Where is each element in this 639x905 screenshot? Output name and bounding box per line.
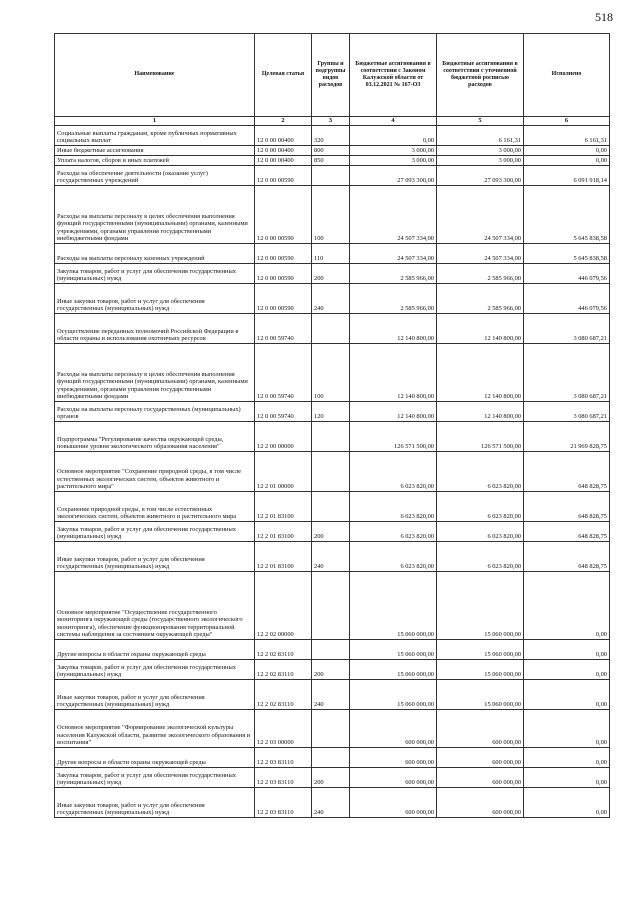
header-name: Наименование (55, 34, 255, 117)
row-name: Закупка товаров, работ и услуг для обеспечения государственных (муниципальных) нужд (55, 264, 255, 284)
table-row (55, 768, 610, 788)
row-name: Расходы на обеспечение деятельности (оказание услуг) государственных учреждений (55, 166, 255, 186)
row-expense-group (312, 492, 350, 522)
row-target-article: 12 2 03 83110 (255, 788, 312, 818)
row-name: Иные закупки товаров, работ и услуг для обеспечения государственных (муниципальных) нужд (55, 284, 255, 314)
row-executed-amount: 5 645 838,58 (524, 244, 610, 264)
table-row (55, 186, 610, 244)
table-row (55, 156, 610, 166)
row-law-amount: 600 000,00 (350, 748, 437, 768)
row-expense-group: 200 (312, 264, 350, 284)
table-row (55, 572, 610, 640)
row-name: Осуществление переданных полномочий Российской Федерации в области охраны и использования охотничьих ресурсов (55, 314, 255, 344)
row-name: Основное мероприятие "Сохранение природной среды, в том числе естественных экологических систем, объектов животного и растительного мира" (55, 452, 255, 492)
row-target-article: 12 2 01 83100 (255, 542, 312, 572)
row-expense-group (312, 314, 350, 344)
row-expense-group: 200 (312, 522, 350, 542)
header-refined-allocations: Бюджетные ассигнования в соответствии с уточненной бюджетной росписью расходов (437, 34, 524, 117)
row-law-amount: 6 023 820,00 (350, 522, 437, 542)
row-target-article: 12 0 00 00590 (255, 264, 312, 284)
row-expense-group: 120 (312, 402, 350, 422)
row-expense-group: 110 (312, 244, 350, 264)
row-refined-amount: 126 571 500,00 (437, 422, 524, 452)
row-target-article: 12 2 02 83110 (255, 680, 312, 710)
row-target-article: 12 2 03 83110 (255, 748, 312, 768)
row-executed-amount: 648 828,75 (524, 452, 610, 492)
table-row (55, 452, 610, 492)
row-refined-amount: 15 060 000,00 (437, 640, 524, 660)
row-target-article: 12 0 00 00400 (255, 126, 312, 146)
table-header-row (55, 34, 610, 117)
table-row (55, 542, 610, 572)
row-refined-amount: 15 060 000,00 (437, 572, 524, 640)
row-executed-amount: 0,00 (524, 748, 610, 768)
row-target-article: 12 0 00 59740 (255, 314, 312, 344)
row-law-amount: 15 060 000,00 (350, 660, 437, 680)
row-executed-amount: 6 091 918,14 (524, 166, 610, 186)
row-name: Расходы на выплаты персоналу казенных учреждений (55, 244, 255, 264)
row-executed-amount: 3 080 687,21 (524, 402, 610, 422)
column-number: 4 (350, 117, 437, 126)
row-law-amount: 12 140 800,00 (350, 344, 437, 402)
row-target-article: 12 2 03 83110 (255, 768, 312, 788)
row-expense-group (312, 422, 350, 452)
row-expense-group (312, 166, 350, 186)
row-name: Другие вопросы в области охраны окружающей среды (55, 640, 255, 660)
row-target-article: 12 0 00 00590 (255, 284, 312, 314)
row-executed-amount: 6 161,31 (524, 126, 610, 146)
table-row (55, 402, 610, 422)
row-expense-group: 200 (312, 768, 350, 788)
row-expense-group: 800 (312, 146, 350, 156)
row-refined-amount: 600 000,00 (437, 748, 524, 768)
row-law-amount: 6 023 820,00 (350, 492, 437, 522)
column-number: 2 (255, 117, 312, 126)
table-row (55, 660, 610, 680)
row-name: Подпрограмма "Регулирование качества окружающей среды, повышение уровня экологического образования населения" (55, 422, 255, 452)
row-target-article: 12 0 00 00590 (255, 166, 312, 186)
column-number: 1 (55, 117, 255, 126)
row-executed-amount: 0,00 (524, 640, 610, 660)
table-row (55, 680, 610, 710)
row-expense-group: 320 (312, 126, 350, 146)
row-name: Социальные выплаты гражданам, кроме публичных нормативных социальных выплат (55, 126, 255, 146)
row-refined-amount: 15 060 000,00 (437, 660, 524, 680)
table-row (55, 748, 610, 768)
row-target-article: 12 2 01 00000 (255, 452, 312, 492)
table-row (55, 640, 610, 660)
row-name: Расходы на выплаты персоналу в целях обеспечения выполнения функций государственными (муниципальными) органами, казенными учреждениями, органами управления государственными внебюджетными фондами (55, 186, 255, 244)
header-executed: Исполнено (524, 34, 610, 117)
row-expense-group: 850 (312, 156, 350, 166)
row-executed-amount: 446 079,56 (524, 264, 610, 284)
table-row (55, 314, 610, 344)
row-name: Другие вопросы в области охраны окружающей среды (55, 748, 255, 768)
table-row (55, 422, 610, 452)
row-refined-amount: 15 060 000,00 (437, 680, 524, 710)
row-executed-amount: 3 080 687,21 (524, 344, 610, 402)
row-law-amount: 126 571 500,00 (350, 422, 437, 452)
row-name: Основное мероприятие "Осуществление государственного мониторинга окружающей среды (государственного экологического мониторинга), обеспечение функционирования территориальной системы наблюдения за состоянием окружающей среды" (55, 572, 255, 640)
row-law-amount: 3 000,00 (350, 156, 437, 166)
row-executed-amount: 21 969 828,75 (524, 422, 610, 452)
row-target-article: 12 0 00 00400 (255, 156, 312, 166)
row-name: Расходы на выплаты персоналу в целях обеспечения выполнения функций государственными (муниципальными) органами, казенными учреждениями, органами управления государственными внебюджетными фондами (55, 344, 255, 402)
page-number: 518 (595, 10, 613, 24)
table-row (55, 492, 610, 522)
row-refined-amount: 24 507 334,00 (437, 244, 524, 264)
row-refined-amount: 2 585 966,00 (437, 284, 524, 314)
table-row (55, 788, 610, 818)
row-refined-amount: 24 507 334,00 (437, 186, 524, 244)
row-expense-group: 240 (312, 284, 350, 314)
row-target-article: 12 2 02 83110 (255, 660, 312, 680)
row-law-amount: 2 585 966,00 (350, 264, 437, 284)
row-expense-group (312, 748, 350, 768)
row-expense-group (312, 710, 350, 748)
header-expense-groups: Группы и подгруппы видов расходов (312, 34, 350, 117)
row-law-amount: 2 585 966,00 (350, 284, 437, 314)
header-law-allocations: Бюджетные ассигнования в соответствии с Законом Калужской области от 03.12.2021 № 167-ОЗ (350, 34, 437, 117)
row-expense-group (312, 452, 350, 492)
row-law-amount: 15 060 000,00 (350, 640, 437, 660)
row-executed-amount: 0,00 (524, 660, 610, 680)
column-number: 5 (437, 117, 524, 126)
row-target-article: 12 0 00 00400 (255, 146, 312, 156)
row-expense-group: 240 (312, 788, 350, 818)
table-row (55, 166, 610, 186)
table-row (55, 264, 610, 284)
row-law-amount: 0,00 (350, 126, 437, 146)
row-refined-amount: 6 023 820,00 (437, 542, 524, 572)
row-executed-amount: 3 080 687,21 (524, 314, 610, 344)
row-executed-amount: 5 645 838,58 (524, 186, 610, 244)
table-row (55, 244, 610, 264)
budget-table (54, 33, 610, 818)
table-row (55, 284, 610, 314)
row-expense-group: 100 (312, 344, 350, 402)
row-refined-amount: 6 023 820,00 (437, 522, 524, 542)
row-name: Расходы на выплаты персоналу государственных (муниципальных) органов (55, 402, 255, 422)
row-executed-amount: 0,00 (524, 572, 610, 640)
row-executed-amount: 648 828,75 (524, 492, 610, 522)
row-name: Закупка товаров, работ и услуг для обеспечения государственных (муниципальных) нужд (55, 522, 255, 542)
column-number: 3 (312, 117, 350, 126)
row-name: Закупка товаров, работ и услуг для обеспечения государственных (муниципальных) нужд (55, 660, 255, 680)
row-refined-amount: 600 000,00 (437, 768, 524, 788)
row-law-amount: 600 000,00 (350, 788, 437, 818)
row-executed-amount: 0,00 (524, 710, 610, 748)
row-executed-amount: 0,00 (524, 788, 610, 818)
row-target-article: 12 0 00 00590 (255, 186, 312, 244)
table-row (55, 344, 610, 402)
row-law-amount: 3 000,00 (350, 146, 437, 156)
row-target-article: 12 0 00 59740 (255, 344, 312, 402)
row-target-article: 12 0 00 00590 (255, 244, 312, 264)
column-number: 6 (524, 117, 610, 126)
row-expense-group: 100 (312, 186, 350, 244)
row-executed-amount: 446 079,56 (524, 284, 610, 314)
table-row (55, 522, 610, 542)
row-expense-group (312, 640, 350, 660)
row-target-article: 12 2 00 00000 (255, 422, 312, 452)
row-name: Иные закупки товаров, работ и услуг для обеспечения государственных (муниципальных) нужд (55, 680, 255, 710)
row-refined-amount: 12 140 800,00 (437, 402, 524, 422)
row-executed-amount: 0,00 (524, 680, 610, 710)
row-name: Уплата налогов, сборов и иных платежей (55, 156, 255, 166)
row-target-article: 12 0 00 59740 (255, 402, 312, 422)
row-executed-amount: 648 828,75 (524, 542, 610, 572)
row-refined-amount: 27 093 300,00 (437, 166, 524, 186)
row-name: Сохранение природной среды, в том числе естественных экологических систем, объектов животного и растительного мира (55, 492, 255, 522)
row-law-amount: 12 140 800,00 (350, 402, 437, 422)
row-name: Иные закупки товаров, работ и услуг для обеспечения государственных (муниципальных) нужд (55, 542, 255, 572)
row-executed-amount: 0,00 (524, 768, 610, 788)
row-law-amount: 15 060 000,00 (350, 680, 437, 710)
row-executed-amount: 0,00 (524, 156, 610, 166)
row-law-amount: 24 507 334,00 (350, 244, 437, 264)
row-law-amount: 6 023 820,00 (350, 542, 437, 572)
row-executed-amount: 648 828,75 (524, 522, 610, 542)
row-expense-group (312, 572, 350, 640)
row-law-amount: 600 000,00 (350, 710, 437, 748)
row-refined-amount: 2 585 966,00 (437, 264, 524, 284)
row-executed-amount: 0,00 (524, 146, 610, 156)
row-law-amount: 27 093 300,00 (350, 166, 437, 186)
row-refined-amount: 600 000,00 (437, 788, 524, 818)
row-refined-amount: 3 000,00 (437, 146, 524, 156)
row-expense-group: 240 (312, 680, 350, 710)
table-row (55, 710, 610, 748)
row-law-amount: 15 060 000,00 (350, 572, 437, 640)
row-refined-amount: 12 140 800,00 (437, 314, 524, 344)
row-law-amount: 600 000,00 (350, 768, 437, 788)
row-refined-amount: 6 161,31 (437, 126, 524, 146)
row-expense-group: 240 (312, 542, 350, 572)
header-target-article: Целевая статья (255, 34, 312, 117)
row-law-amount: 12 140 800,00 (350, 314, 437, 344)
row-refined-amount: 6 023 820,00 (437, 492, 524, 522)
column-number-row (55, 117, 610, 126)
row-target-article: 12 2 02 00000 (255, 572, 312, 640)
row-target-article: 12 2 01 83100 (255, 492, 312, 522)
row-target-article: 12 2 03 00000 (255, 710, 312, 748)
table-row (55, 146, 610, 156)
row-law-amount: 24 507 334,00 (350, 186, 437, 244)
row-target-article: 12 2 01 83100 (255, 522, 312, 542)
row-name: Иные закупки товаров, работ и услуг для обеспечения государственных (муниципальных) нужд (55, 788, 255, 818)
row-law-amount: 6 023 820,00 (350, 452, 437, 492)
row-name: Иные бюджетные ассигнования (55, 146, 255, 156)
row-target-article: 12 2 02 83110 (255, 640, 312, 660)
row-refined-amount: 6 023 820,00 (437, 452, 524, 492)
table-row (55, 126, 610, 146)
row-refined-amount: 600 000,00 (437, 710, 524, 748)
row-name: Основное мероприятие "Формирование экологической культуры населения Калужской области, развитие экологического образования и воспитания" (55, 710, 255, 748)
row-refined-amount: 3 000,00 (437, 156, 524, 166)
row-expense-group: 200 (312, 660, 350, 680)
row-refined-amount: 12 140 800,00 (437, 344, 524, 402)
row-name: Закупка товаров, работ и услуг для обеспечения государственных (муниципальных) нужд (55, 768, 255, 788)
